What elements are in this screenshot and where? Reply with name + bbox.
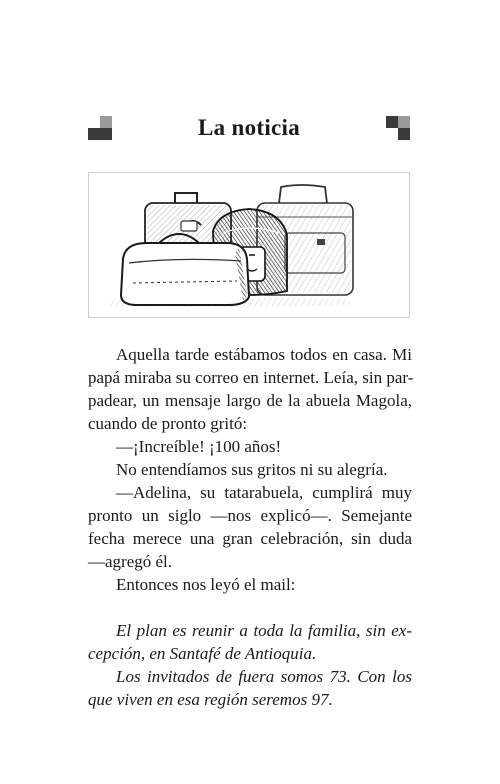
text-line: No entendíamos sus gritos ni su alegría. xyxy=(116,460,388,479)
text-line: cuando de pronto gritó: xyxy=(88,414,248,433)
text-line: padear, un mensaje largo de la abuela Magola, xyxy=(88,391,412,410)
chapter-title: La noticia xyxy=(197,115,301,140)
text-line: —agregó él. xyxy=(88,552,173,571)
paragraph xyxy=(88,343,412,435)
text-line: cepción, en Santafé de Antioquia. xyxy=(88,644,317,663)
text-line: papá miraba su correo en internet. Leía, sin par- xyxy=(88,368,414,387)
paragraph xyxy=(88,573,412,596)
text-line: Aquella tarde estábamos todos en casa. Mi xyxy=(116,345,412,364)
luggage-illustration xyxy=(88,172,410,318)
text-line: fecha merece una gran celebración, sin duda xyxy=(88,529,412,548)
chapter-body xyxy=(88,343,412,711)
luggage-sketch-icon xyxy=(89,173,409,317)
text-line: Los invitados de fuera somos 73. Con los xyxy=(116,667,412,686)
ornament-right-icon xyxy=(386,116,410,140)
email-quote-paragraph xyxy=(88,619,412,665)
text-line: —¡Increíble! ¡100 años! xyxy=(116,437,282,456)
chapter-header xyxy=(88,112,410,146)
text-line: Entonces nos leyó el mail: xyxy=(116,575,296,594)
text-line: El plan es reunir a toda la familia, sin ex- xyxy=(116,621,412,640)
email-quote-paragraph xyxy=(88,665,412,711)
text-line: pronto un siglo —nos explicó—. Semejante xyxy=(88,506,412,525)
paragraph xyxy=(88,458,412,481)
text-line: —Adelina, su tatarabuela, cumplirá muy xyxy=(116,483,412,502)
paragraph-spacer xyxy=(88,596,412,619)
text-line: que viven en esa región seremos 97. xyxy=(88,690,333,709)
paragraph xyxy=(88,435,412,458)
paragraph xyxy=(88,481,412,573)
